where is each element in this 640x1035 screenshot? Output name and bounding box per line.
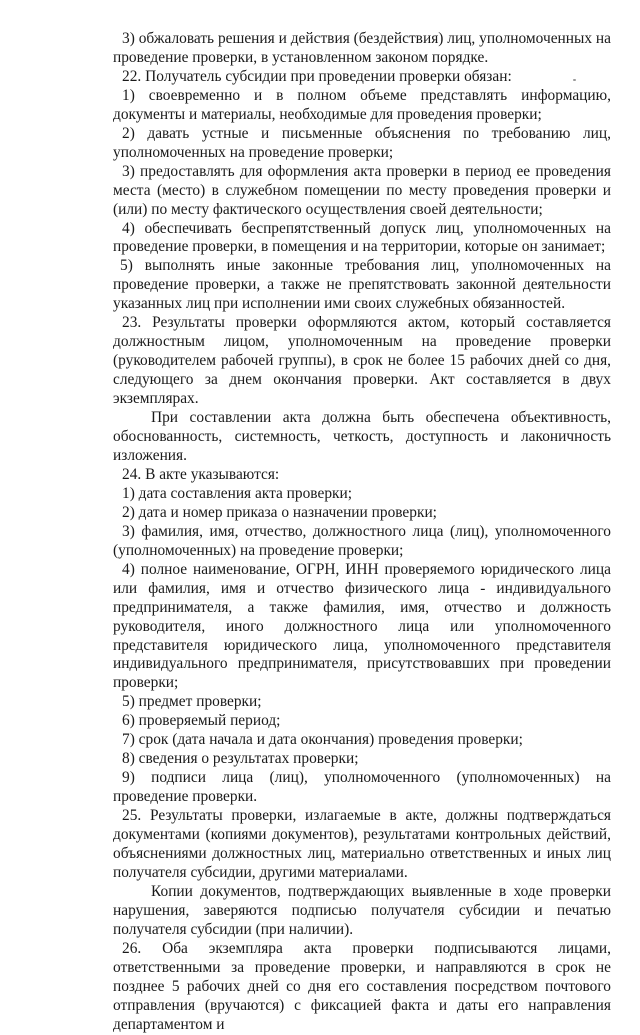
paragraph-23-continuation: При составлении акта должна быть обеспечена объективность, обоснованность, системность, четкость, доступность и лаконичность изложения. bbox=[113, 409, 611, 464]
paragraph-25-continuation: Копии документов, подтверждающих выявленные в ходе проверки нарушения, заверяются подписью получателя субсидии и печатью получателя субсидии (при наличии). bbox=[113, 882, 611, 938]
paragraph-appeal-right: 3) обжаловать решения и действия (бездействия) лиц, уполномоченных на проведение проверки, в установленном законом порядке. bbox=[113, 30, 611, 66]
paragraph-24-item-6: 6) проверяемый период; bbox=[122, 712, 281, 730]
paragraph-22-item-3: 3) предоставлять для оформления акта проверки в период ее проведения места (место) в служебном помещении по месту проведения проверки и (или) по месту фактического осуществления своей деятельности; bbox=[113, 162, 611, 218]
paragraph-26: 26. Оба экземпляра акта проверки подписываются лицами, ответственными за проведение проверки, и направляются в срок не позднее 5 рабочих дней со дня его составления посредством почтового отправления (вручаются) с фиксацией факта и даты его направления департаментом и bbox=[113, 939, 611, 1033]
paragraph-22-item-1: 1) своевременно и в полном объеме представлять информацию, документы и материалы, необходимые для проведения проверки; bbox=[113, 86, 611, 123]
paragraph-22-item-5: 5) выполнять иные законные требования лиц, уполномоченных на проведение проверки, а также не препятствовать законной деятельности указанных лиц при исполнении ими своих служебных обязанностей. bbox=[113, 257, 611, 313]
paragraph-24-item-9: 9) подписи лица (лиц), уполномоченного (уполномоченных) на проведение проверки. bbox=[113, 769, 611, 806]
paragraph-22-item-2: 2) давать устные и письменные объяснения по требованию лиц, уполномоченных на проведение проверки; bbox=[113, 124, 611, 161]
paragraph-24-item-2: 2) дата и номер приказа о назначении проверки; bbox=[122, 503, 437, 521]
paragraph-24-item-1: 1) дата составления акта проверки; bbox=[122, 484, 353, 502]
paragraph-24-item-3: 3) фамилия, имя, отчество, должностного лица (лиц), уполномоченного (уполномоченных) на проведение проверки; bbox=[113, 522, 611, 559]
paragraph-24-item-8: 8) сведения о результатах проверки; bbox=[122, 750, 359, 768]
paragraph-23: 23. Результаты проверки оформляются актом, который составляется должностным лицом, уполномоченным на проведение проверки (руководителем рабочей группы), в срок не более 15 рабочих дней со дня, следующего за днем окончания проверки. Акт составляется в двух экземплярах. bbox=[113, 314, 611, 408]
document-body bbox=[113, 30, 611, 1035]
paragraph-22-heading: 22. Получатель субсидии при проведении проверки обязан: bbox=[122, 67, 512, 85]
paragraph-24-item-4: 4) полное наименование, ОГРН, ИНН проверяемого юридического лица или фамилия, имя и отчество физического лица - индивидуального предпринимателя, а также фамилия, имя, отчество и должность руководителя, иного должностного лица или уполномоченного представителя юридического лица, уполномоченного представителя индивидуального предпринимателя, присутствовавших при проведении проверки; bbox=[113, 560, 611, 692]
paragraph-22-item-4: 4) обеспечивать беспрепятственный допуск лиц, уполномоченных на проведение проверки, в помещения и на территории, которые он занимает; bbox=[113, 219, 611, 256]
paragraph-24-item-7: 7) срок (дата начала и дата окончания) проведения проверки; bbox=[122, 731, 523, 749]
paragraph-24-heading: 24. В акте указываются: bbox=[122, 465, 280, 483]
paragraph-24-item-5: 5) предмет проверки; bbox=[122, 693, 262, 711]
paragraph-25: 25. Результаты проверки, излагаемые в акте, должны подтверждаться документами (копиями документов), результатами контрольных действий, объяснениями должностных лиц, материально ответственных и иных лиц получателя субсидии, другими материалами. bbox=[113, 807, 611, 881]
